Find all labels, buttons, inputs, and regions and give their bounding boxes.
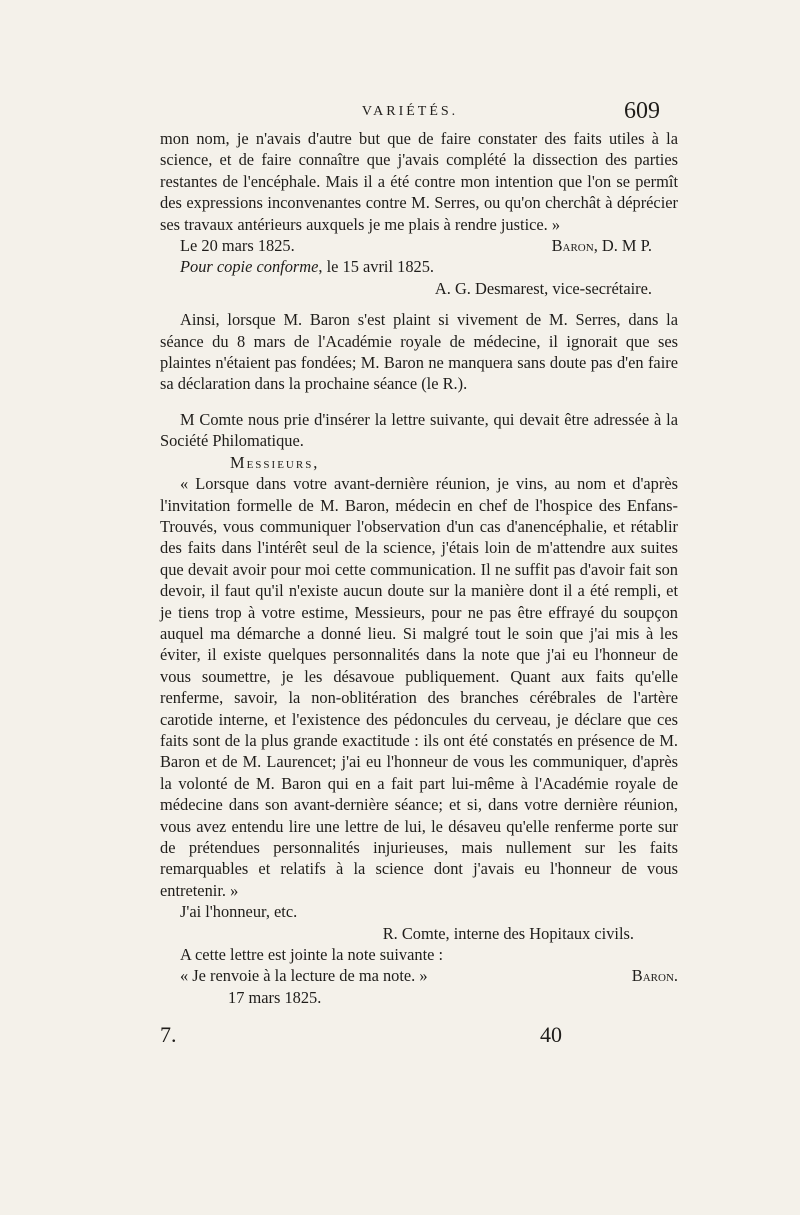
letter-author: Baron, D. M P. <box>551 236 652 256</box>
letter-closing: J'ai l'honneur, etc. <box>180 902 298 922</box>
letter-signature: R. Comte, interne des Hopitaux civils. <box>382 923 634 943</box>
letter-date: Le 20 mars 1825. <box>180 236 295 256</box>
certified-copy-label: Pour copie conforme <box>180 257 319 277</box>
note-line <box>160 965 678 986</box>
paragraph-intro-letter: M Comte nous prie d'insérer la lettre suivante, qui devait être adressée à la Société Philomatique. <box>160 409 678 451</box>
sheet-number: 40 <box>540 1022 562 1047</box>
page-number: 609 <box>624 98 660 124</box>
page-header <box>160 98 660 128</box>
paragraph-note-intro: A cette lettre est jointe la note suivante : <box>180 945 444 965</box>
note-date: 17 mars 1825. <box>228 987 322 1007</box>
paragraph-commentary: Ainsi, lorsque M. Baron s'est plaint si vivement de M. Serres, dans la séance du 8 mars de l'Académie royale de médecine, il ignorait que ses plaintes n'étaient pas fondées; M. Baron ne manquera sans doute pas d'en faire sa déclaration dans la prochaine séance (le R.). <box>160 310 678 394</box>
running-title: VARIÉTÉS. <box>361 104 459 119</box>
date-line <box>160 235 678 256</box>
signature-mark: 7. <box>160 1022 177 1047</box>
page-body <box>160 128 678 1008</box>
secretary-signature: A. G. Desmarest, vice-secrétaire. <box>434 278 652 298</box>
paragraph-letter-body: « Lorsque dans votre avant-dernière réunion, je vins, au nom et d'après l'invitation formelle de M. Baron, médecin en chef de l'hospice des Enfans-Trouvés, vous communiquer l'observation d'un cas d'anencéphalie, et rétablir des faits dans l'intérêt seul de la science, j'étais loin de m'attendre aux suites que devait avoir pour moi cette communication. Il ne suffit pas d'avoir fait son devoir, il faut qu'il n'existe aucun doute sur la manière dont il a été rempli, et je tiens trop à votre estime, Messieurs, pour ne pas être effrayé du soupçon auquel ma démarche a donné lieu. Si malgré tout le soin que j'ai mis à les éviter, il existe quelques personnalités dans la note que j'ai eu l'honneur de vous soumettre, je les désavoue publiquement. Quant aux faits qu'elle renferme, savoir, la non-oblitération des branches cérébrales de l'artère carotide interne, et l'existence des pédoncules du cerveau, je déclare que ces faits sont de la plus grande exactitude : ils ont été constatés en présence de M. Baron et de M. Laurencet; j'ai eu l'honneur de vous les communiquer, d'après la volonté de M. Baron qui en a fait part lui-même à l'Académie royale de médecine dans son avant-dernière séance; et si, dans votre dernière réunion, vous avez entendu lire une lettre de lui, le désaveu qu'elle renferme porte sur de prétendues personnalités injurieuses, mais nullement sur les faits remarquables et relatifs à la science dont j'avais eu l'honneur de vous entretenir. » <box>160 474 678 900</box>
letter-salutation: Messieurs, <box>230 452 320 472</box>
page-footer <box>160 1022 660 1052</box>
note-text: « Je renvoie à la lecture de ma note. » <box>180 966 428 986</box>
paragraph-continuation: mon nom, je n'avais d'autre but que de faire constater des faits utiles à la science, et de faire connaître que j'avais complété la dissection des parties restantes de l'encéphale. Mais il a été contre mon intention que l'on se permît des expressions inconvenantes contre M. Serres, ou qu'on cherchât à déprécier ses travaux antérieurs auxquels je me plais à rendre justice. » <box>160 129 678 234</box>
note-author: Baron. <box>631 966 678 986</box>
certified-copy-date: , le 15 avril 1825. <box>318 257 435 277</box>
certified-copy-line <box>160 256 678 277</box>
